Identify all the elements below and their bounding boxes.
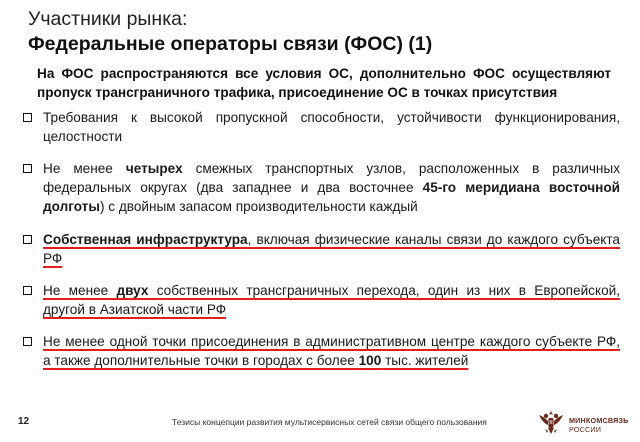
bullet-text-content <box>43 232 620 266</box>
bullet-text-run: смежных транспортных узлов, расположенных в различных федеральных округах (два западнее и два восточнее <box>43 161 620 195</box>
bullet-text-run: Требования к высокой пропускной способности, устойчивости функционирования, целостности <box>43 110 620 144</box>
page-number: 12 <box>18 416 30 427</box>
square-bullet-icon <box>23 235 32 244</box>
bullet-item <box>20 332 620 370</box>
bullet-text <box>43 159 620 216</box>
page-subtitle: Федеральные операторы связи (ФОС) (1) <box>28 33 433 55</box>
square-bullet-icon <box>23 337 32 346</box>
ministry-logo <box>537 403 637 439</box>
bullet-item <box>20 108 620 146</box>
bullet-bold-run: четырех <box>125 161 183 176</box>
bullet-text-content <box>43 110 620 144</box>
bullet-text-run: Не менее <box>43 283 117 298</box>
bullet-item <box>20 159 620 216</box>
bullet-text-content <box>43 161 620 214</box>
logo-text-line1: МИНКОМСВЯЗЬ <box>569 416 629 425</box>
bullet-bold-run: 45-го меридиана восточной долготы <box>43 180 620 214</box>
bullet-bold-run: двух <box>116 283 149 298</box>
bullet-text-run: Не менее одной точки присоединения в административном центре каждого субъекте РФ, а также дополнительные точки в городах с более <box>43 334 620 368</box>
bullet-text <box>43 281 620 319</box>
bullet-item <box>20 281 620 319</box>
footer-caption: Тезисы концепции развития мультисервисных сетей связи общего пользования <box>172 417 487 427</box>
bullet-text-content <box>43 334 620 368</box>
bullet-text <box>43 332 620 370</box>
square-bullet-icon <box>23 164 32 173</box>
square-bullet-icon <box>23 113 32 122</box>
bullet-text <box>43 230 620 268</box>
bullet-text-run: ) с двойным запасом производительности каждый <box>99 199 418 214</box>
bullet-text-content <box>43 283 620 317</box>
double-headed-eagle-emblem-icon <box>537 407 565 437</box>
square-bullet-icon <box>23 286 32 295</box>
bullet-text-run: , включая физические каналы связи до каждого субъекта РФ <box>43 232 620 266</box>
lead-paragraph: На ФОС распространяются все условия ОС, дополнительно ФОС осуществляют пропуск трансграничного трафика, присоединение ОС в точках присутствия <box>37 66 611 100</box>
bullet-text-run: Не менее <box>43 161 126 176</box>
bullet-text-run: собственных трансграничных перехода, один из них в Европейской, другой в Азиатской части РФ <box>43 283 621 317</box>
bullet-bold-run: 100 <box>358 353 382 368</box>
bullet-text <box>43 108 620 146</box>
logo-text-line2: РОССИИ <box>569 425 602 434</box>
bullet-bold-run: Собственная инфраструктура <box>43 232 248 247</box>
bullet-text-run: тыс. жителей <box>381 353 469 368</box>
page-title: Участники рынка: <box>28 8 188 30</box>
bullet-item <box>20 230 620 268</box>
